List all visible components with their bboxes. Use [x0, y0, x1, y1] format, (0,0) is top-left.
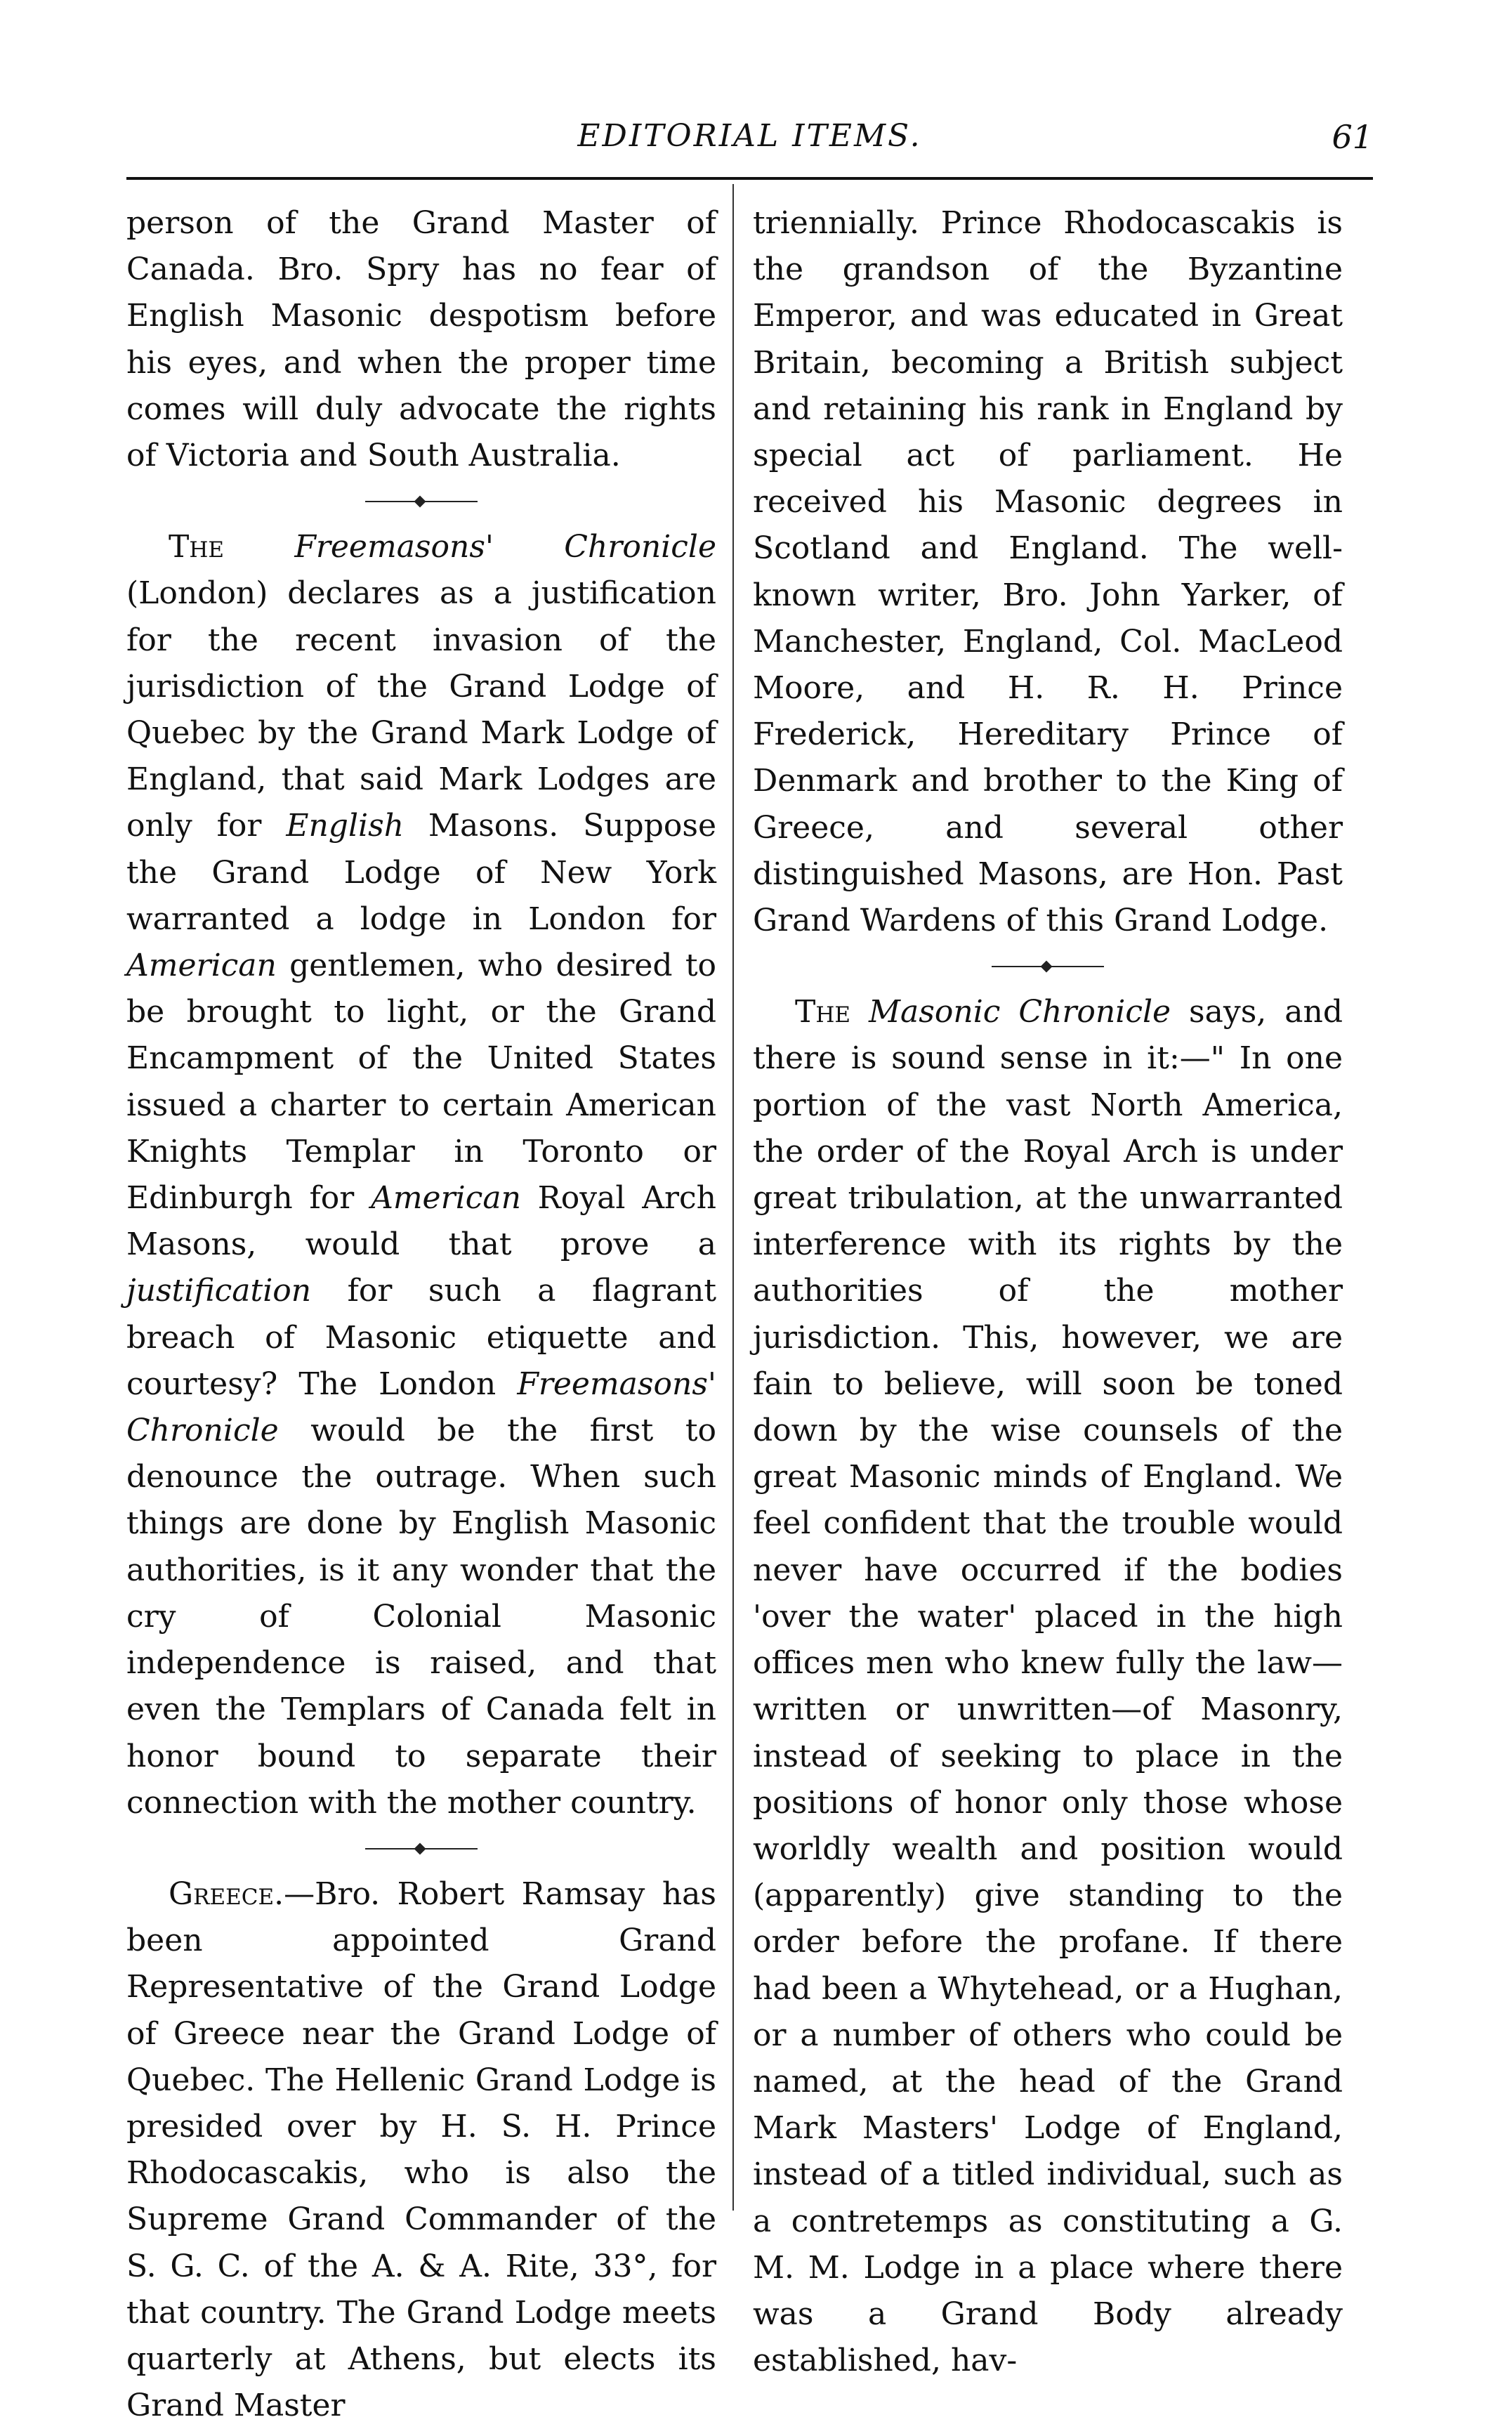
header-rule — [126, 177, 1373, 180]
paragraph-rhodocascakis: triennially. Prince Rhodocascakis is the grandson of the Byzantine Emperor, and was educated in Great Britain, becoming a British subject and retaining his rank in England by special act of parliament. He received his Masonic degrees in Scotland and England. The well-known writer, Bro. John Yarker, of Manchester, England, Col. MacLeod Moore, and H. R. H. Prince Frederick, Hereditary Prince of Denmark and brother to the King of Greece, and several other distinguished Masons, are Hon. Past Grand Wardens of this Grand Lodge. — [753, 205, 1343, 939]
section-separator — [753, 944, 1343, 989]
paragraph-text: (London) declares as a justification for the recent invasion of the jurisdiction of the Grand Lodge of Quebec by the Grand Mark Lodge of England, that said Mark Lodges are only for — [126, 575, 716, 844]
paragraph-text: says, and there is sound sense in it:—" In one portion of the vast North America, the order of the Royal Arch is under great tribulation, at the unwarranted interference with its rights by the authorities of the mother jurisdiction. This, however, we are fain to believe, will soon be toned down by the wise counsels of the great Masonic minds of England. We feel confident that the trouble would never have occurred if the bodies 'over the water' placed in the high offices men who knew fully the law—written or unwritten—of Masonry, instead of seeking to place in the positions of honor only those whose worldly wealth and position would (apparently) give standing to the order before the profane. If there had been a Whytehead, or a Hughan, or a number of others who could be named, at the head of the Grand Mark Masters' Lodge of England, instead of a titled individual, such as a contretemps as constituting a G. M. M. Lodge in a place where there was a Grand Body already established, hav- — [753, 994, 1343, 2379]
italic-text: American — [126, 948, 277, 984]
paragraph-text: for such a flagrant breach of Masonic etiquette and courtesy? The London — [126, 1273, 716, 1402]
paragraph-text: Royal Arch Masons, would that prove a — [126, 1180, 716, 1263]
italic-text: justification — [126, 1273, 312, 1309]
paragraph-text: gentlemen, who desired to be brought to light, or the Grand Encampment of the United States issued a charter to certain American Knights Templar in Toronto or Edinburgh for — [126, 948, 716, 1217]
paragraph-freemasons-chronicle — [126, 524, 716, 1826]
section-separator — [126, 479, 716, 524]
italic-text: Freemasons' Chronicle — [126, 1366, 716, 1449]
page-header — [126, 112, 1373, 162]
paragraph-spry: person of the Grand Master of Canada. Bro. Spry has no fear of English Masonic despotism before his eyes, and when the proper time comes will duly advocate the rights of Victoria and South Australia. — [126, 205, 716, 474]
running-head: EDITORIAL ITEMS. — [577, 118, 922, 154]
italic-text: American — [371, 1180, 521, 1217]
italic-text: English — [286, 808, 405, 844]
publication-title: Masonic Chronicle — [869, 994, 1171, 1030]
paragraph-text: —Bro. Robert Ramsay has been appointed Grand Representative of the Grand Lodge of Greece near the Grand Lodge of Quebec. The Hellenic Grand Lodge is presided over by H. S. H. Prince Rhodocascakis, who is also the Supreme Grand Commander of the S. G. C. of the A. & A. Rite, 33°, for that country. The Grand Lodge meets quarterly at Athens, but elects its Grand Master — [126, 1875, 716, 2424]
lead-word: The — [169, 529, 225, 565]
lead-word: Greece. — [169, 1875, 284, 1912]
section-separator — [126, 1826, 716, 1871]
right-column — [753, 200, 1343, 2384]
lead-word: The — [795, 994, 851, 1030]
publication-title: Freemasons' Chronicle — [294, 529, 716, 565]
paragraph-text: would be the first to denounce the outrage. When such things are done by English Masonic authorities, is it any wonder that the cry of Colonial Masonic independence is raised, and that even the Templars of Canada felt in honor bound to separate their connection with the mother country. — [126, 1413, 716, 1821]
page-number: 61 — [1332, 118, 1373, 156]
column-rule — [732, 184, 734, 2211]
paragraph-text: Masons. Suppose the Grand Lodge of New York warranted a lodge in London for — [126, 808, 716, 937]
left-column — [126, 200, 716, 2429]
paragraph-greece — [126, 1871, 716, 2429]
paragraph-masonic-chronicle — [753, 989, 1343, 2384]
